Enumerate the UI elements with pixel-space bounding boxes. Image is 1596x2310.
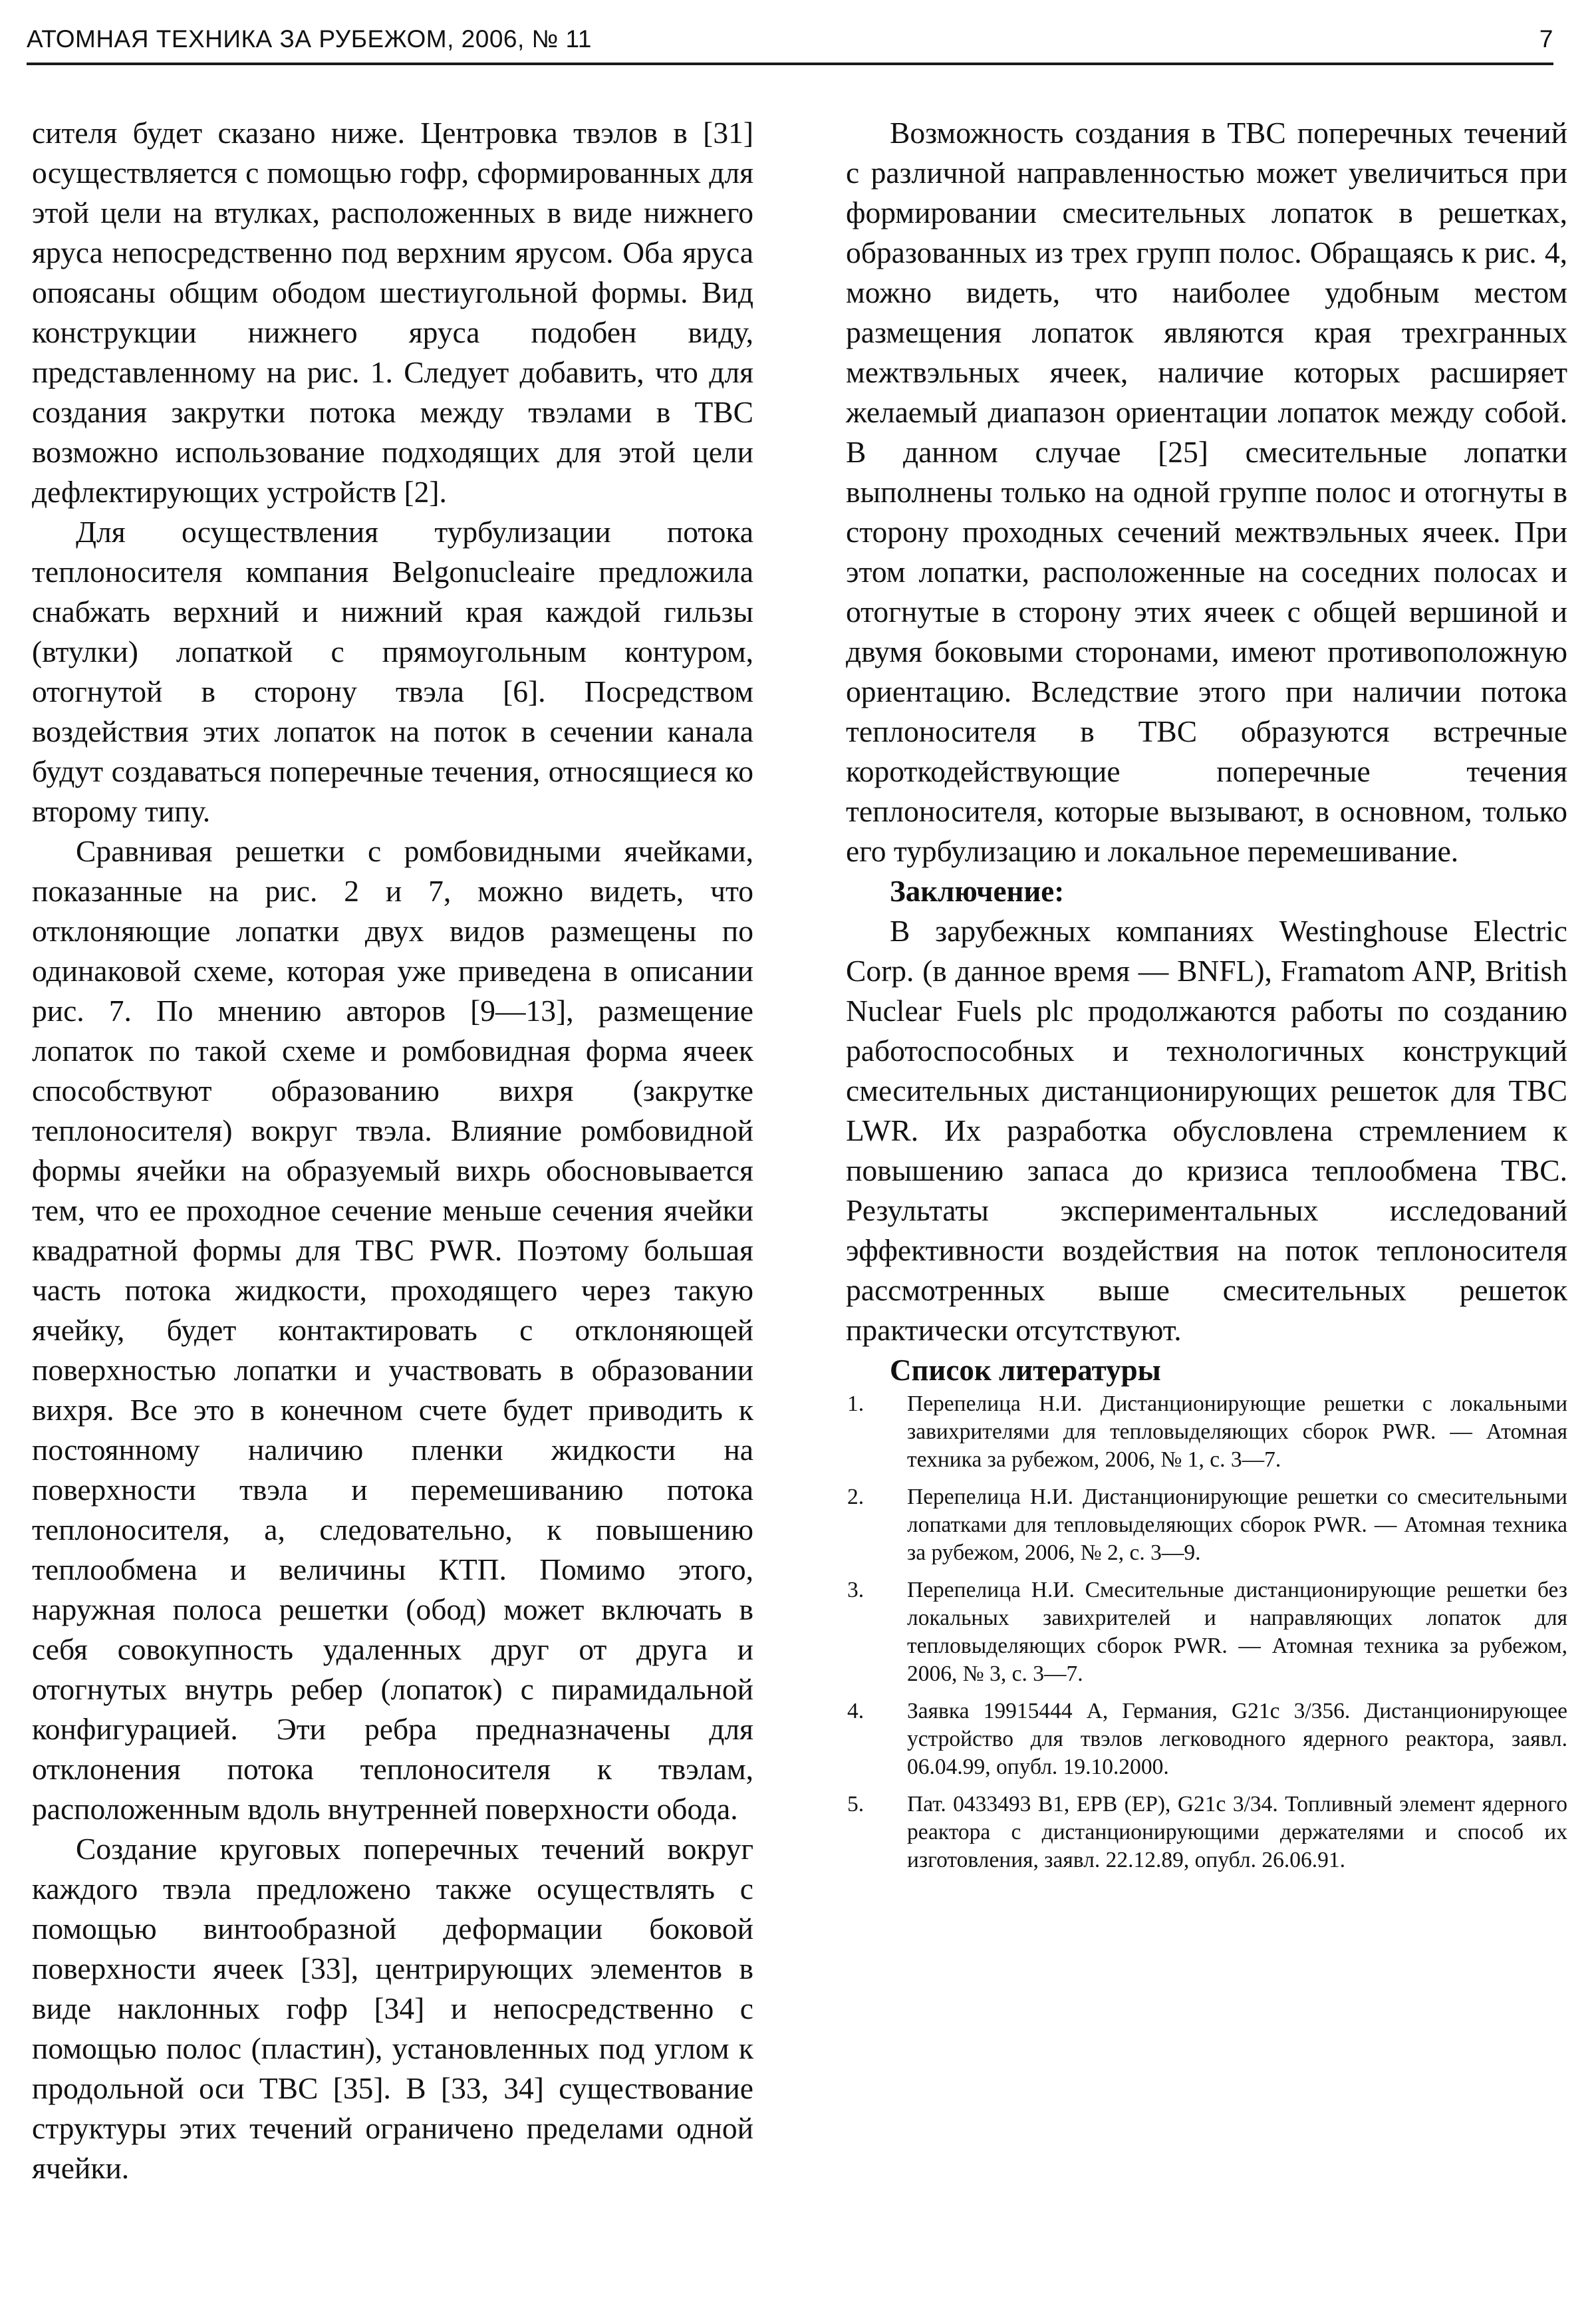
- reference-number: 1.: [847, 1391, 864, 1416]
- paragraph: сителя будет сказано ниже. Центровка твэлов в [31] осуществляется с помощью гофр, сформированных для этой цели на втулках, расположенных в виде нижнего яруса непосредственно под верхним ярусом. Оба яруса опоясаны общим ободом шестиугольной формы. Вид конструкции нижнего яруса подобен виду, представленному на рис. 1. Следует добавить, что для создания закрутки потока между твэлами в ТВС возможно использование подходящих для этой цели дефлектирующих устройств [2].: [32, 116, 753, 509]
- reference-item: [846, 1791, 1567, 1874]
- reference-number: 5.: [847, 1792, 864, 1816]
- paragraph: Создание круговых поперечных течений вокруг каждого твэла предложено также осуществлять с помощью винтообразной деформации боковой поверхности ячеек [33], центрирующих элементов в виде наклонных гофр [34] и непосредственно с помощью полос (пластин), установленных под углом к продольной оси ТВС [35]. В [33, 34] существование структуры этих течений ограничено пределами одной ячейки.: [32, 1832, 753, 2185]
- reference-text: Перепелица Н.И. Дистанционирующие решетки со смесительными лопатками для тепловыделяющих сборок PWR. — Атомная техника за рубежом, 2006, № 2, с. 3—9.: [907, 1485, 1567, 1565]
- right-column: [846, 113, 1567, 1884]
- references-heading: Список литературы: [890, 1354, 1161, 1387]
- reference-number: 4.: [847, 1699, 864, 1723]
- reference-item: [846, 1576, 1567, 1688]
- paragraph: Для осуществления турбулизации потока теплоносителя компания Belgonucleaire предложила снабжать верхний и нижний края каждой гильзы (втулки) лопаткой с прямоугольным контуром, отогнутой в сторону твэла [6]. Посредством воздействия этих лопаток на поток в сечении канала будут создаваться поперечные течения, относящиеся ко второму типу.: [32, 515, 753, 828]
- reference-text: Заявка 19915444 А, Германия, G21c 3/356. Дистанционирующее устройство для твэлов легководного ядерного реактора, заявл. 06.04.99, опубл. 19.10.2000.: [907, 1699, 1567, 1779]
- paragraph: Возможность создания в ТВС поперечных течений с различной направленностью может увеличиться при формировании смесительных лопаток в решетках, образованных из трех групп полос. Обращаясь к рис. 4, можно видеть, что наиболее удобным местом размещения лопаток являются края трехгранных межтвэльных ячеек, наличие которых расширяет желаемый диапазон ориентации лопаток между собой. В данном случае [25] смесительные лопатки выполнены только на одной группе полос и отогнуты в сторону проходных сечений межтвэльных ячеек. При этом лопатки, расположенные на соседних полосах и отогнутые в сторону этих ячеек с общей вершиной и двумя боковыми сторонами, имеют противоположную ориентацию. Вследствие этого при наличии потока теплоносителя в ТВС образуются встречные короткодействующие поперечные течения теплоносителя, которые вызывают, в основном, только его турбулизацию и локальное перемешивание.: [846, 116, 1567, 868]
- conclusion-heading: Заключение:: [890, 875, 1065, 908]
- page-number: 7: [1539, 25, 1553, 53]
- left-column: [32, 113, 753, 2188]
- reference-item: [846, 1483, 1567, 1567]
- paragraph: Сравнивая решетки с ромбовидными ячейками, показанные на рис. 2 и 7, можно видеть, что отклоняющие лопатки двух видов размещены по одинаковой схеме, которая уже приведена в описании рис. 7. По мнению авторов [9—13], размещение лопаток по такой схеме и ромбовидная форма ячеек способствуют образованию вихря (закрутке теплоносителя) вокруг твэла. Влияние ромбовидной формы ячейки на образуемый вихрь обосновывается тем, что ее проходное сечение меньше сечения ячейки квадратной формы для ТВС PWR. Поэтому большая часть потока жидкости, проходящего через такую ячейку, будет контактировать с отклоняющей поверхностью лопатки и участвовать в образовании вихря. Все это в конечном счете будет приводить к постоянному наличию пленки жидкости на поверхности твэла и перемешиванию потока теплоносителя, а, следовательно, к повышению теплообмена и величины КТП. Помимо этого, наружная полоса решетки (обод) может включать в себя совокупность удаленных друг от друга и отогнутых внутрь ребер (лопаток) с пирамидальной конфигурацией. Эти ребра предназначены для отклонения потока теплоносителя к твэлам, расположенным вдоль внутренней поверхности обода.: [32, 834, 753, 1826]
- reference-text: Перепелица Н.И. Дистанционирующие решетки с локальными завихрителями для тепловыделяющих сборок PWR. — Атомная техника за рубежом, 2006, № 1, с. 3—7.: [907, 1391, 1567, 1472]
- journal-title: АТОМНАЯ ТЕХНИКА ЗА РУБЕЖОМ, 2006, № 11: [27, 25, 592, 53]
- running-header: [27, 25, 1553, 65]
- reference-item: [846, 1390, 1567, 1474]
- conclusion-paragraph: В зарубежных компаниях Westinghouse Electric Corp. (в данное время — BNFL), Framatom ANP, British Nuclear Fuels plc продолжаются работы по созданию работоспособных и технологичных конструкций смесительных дистанционирующих решеток для ТВС LWR. Их разработка обусловлена стремлением к повышению запаса до кризиса теплообмена ТВС. Результаты экспериментальных исследований эффективности воздействия на поток теплоносителя рассмотренных выше смесительных решеток практически отсутствуют.: [846, 914, 1567, 1347]
- reference-text: Перепелица Н.И. Смесительные дистанционирующие решетки без локальных завихрителей и направляющих лопаток для тепловыделяющих сборок PWR. — Атомная техника за рубежом, 2006, № 3, с. 3—7.: [907, 1578, 1567, 1686]
- reference-item: [846, 1697, 1567, 1781]
- reference-number: 3.: [847, 1578, 864, 1602]
- references-list: [846, 1390, 1567, 1874]
- reference-text: Пат. 0433493 B1, EPB (EP), G21c 3/34. Топливный элемент ядерного реактора с дистанционирующими держателями и способ их изготовления, заявл. 22.12.89, опубл. 26.06.91.: [907, 1792, 1567, 1872]
- reference-number: 2.: [847, 1485, 864, 1509]
